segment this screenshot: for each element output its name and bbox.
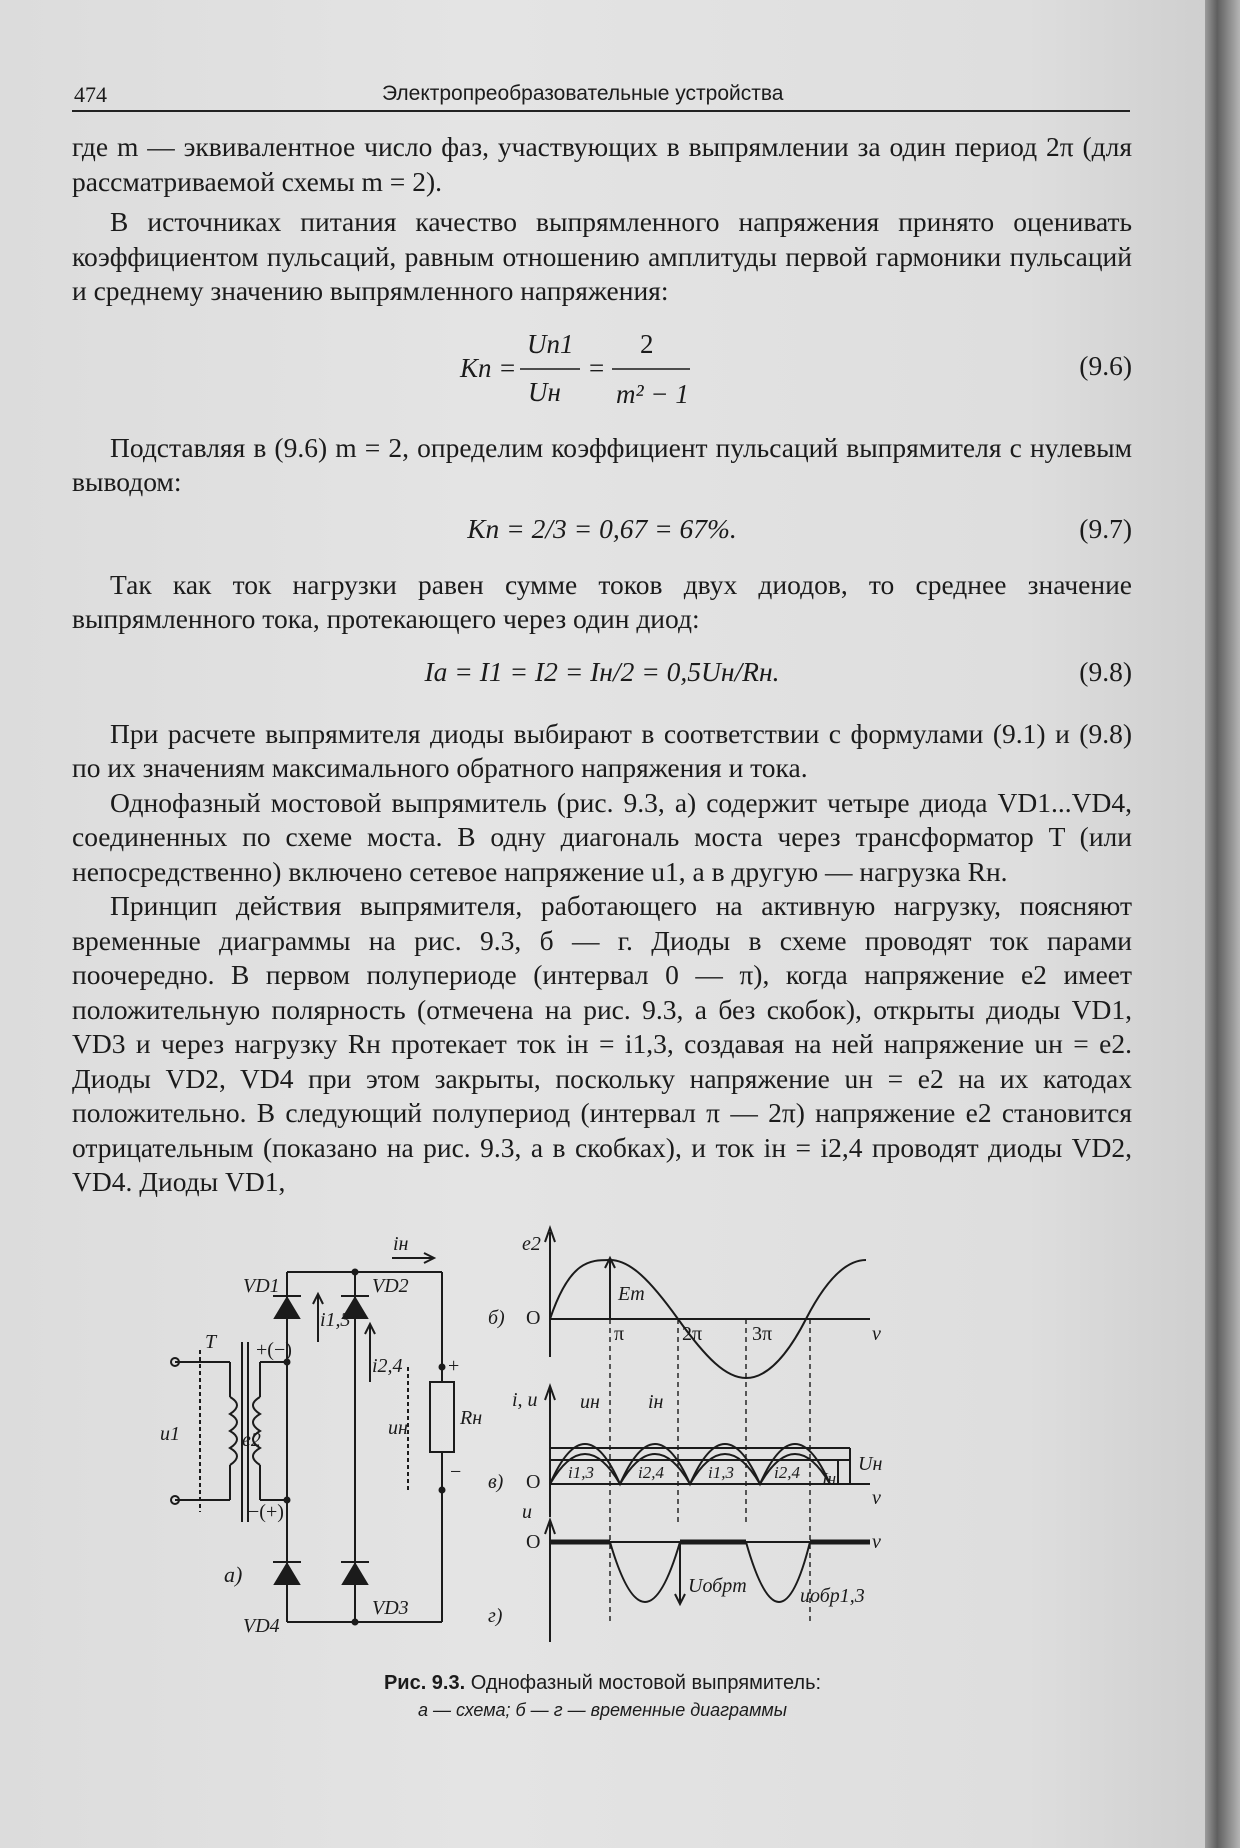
diag-b-label: б) [488, 1307, 505, 1329]
label-vd3: VD3 [372, 1597, 409, 1619]
paragraph: Так как ток нагрузки равен сумме токов двух диодов, то среднее значение выпрямленного тока, протекающего через один диод: [72, 568, 1132, 634]
label-sub-a: а) [224, 1562, 243, 1587]
label-t: T [205, 1331, 217, 1353]
diag-d-v: ν [872, 1531, 881, 1553]
label-minus: − [450, 1461, 462, 1483]
diag-c-label: в) [488, 1471, 504, 1493]
diag-c-i24a: i2,4 [638, 1463, 664, 1482]
diag-d-label: г) [488, 1605, 503, 1627]
label-in: iн [393, 1233, 409, 1255]
label-vd1: VD1 [243, 1275, 280, 1297]
diag-b-ylabel: e2 [522, 1233, 541, 1255]
diag-em: Em [618, 1283, 645, 1305]
running-title: Электропреобразовательные устройства [382, 82, 784, 105]
label-vd4: VD4 [243, 1615, 280, 1637]
page-number: 474 [74, 82, 107, 107]
label-polarity-top: +(−) [256, 1339, 292, 1361]
label-u1: u1 [160, 1423, 180, 1445]
label-i24: i2,4 [372, 1355, 403, 1377]
paragraph: Однофазный мостовой выпрямитель (рис. 9.3, а) содержит четыре диода VD1...VD4, соединенных по схеме моста. В одну диагональ моста через трансформатор T (или непосредственно) включено сетевое напряжение u1, а в другую — нагрузка Rн. [72, 786, 1132, 887]
diag-d-origin: O [526, 1531, 541, 1553]
eq-lhs: Kп = [460, 352, 517, 383]
label-e2: e2 [242, 1429, 261, 1451]
diag-c-Un: Uн [858, 1453, 883, 1475]
label-plus: + [448, 1355, 460, 1377]
equation-number: (9.7) [1079, 512, 1132, 544]
label-i13: i1,3 [320, 1309, 351, 1331]
diag-two-pi: 2π [682, 1323, 703, 1345]
eq-numerator-1: Uп1 [527, 328, 574, 359]
label-polarity-bottom: −(+) [248, 1501, 284, 1523]
figure-caption-sub: а — схема; б — г — временные диаграммы [417, 1700, 787, 1720]
diag-c-ylabel: i, u [512, 1389, 538, 1411]
equation-number: (9.8) [1079, 655, 1132, 687]
equation-formula: Kп = 2/3 = 0,67 = 67%. [467, 512, 737, 544]
equation-9-7 [72, 512, 1132, 554]
diag-c-In: Iн [822, 1469, 837, 1488]
label-rn: Rн [460, 1407, 483, 1429]
equation-9-8 [72, 655, 1132, 697]
diag-b-v: ν [872, 1323, 881, 1345]
paragraph: При расчете выпрямителя диоды выбирают в соответствии с формулами (9.1) и (9.8) по их значениям максимального обратного напряжения и тока. [72, 717, 1132, 783]
main-text [72, 130, 1132, 1200]
label-vd2: VD2 [372, 1275, 409, 1297]
equation-9-6 [72, 317, 1132, 421]
figure-caption [0, 1672, 1205, 1695]
paragraph: где m — эквивалентное число фаз, участвующих в выпрямлении за один период 2π (для рассматриваемой схемы m = 2). [72, 131, 1132, 197]
caption-title: Однофазный мостовой выпрямитель: [465, 1672, 822, 1694]
equation-number: (9.6) [1079, 349, 1132, 381]
paragraph: Принцип действия выпрямителя, работающего на активную нагрузку, поясняют временные диаграммы на рис. 9.3, б — г. Диоды в схеме проводят ток парами поочередно. В первом полупериоде (интервал 0 — π), когда напряжение e2 имеет положительную полярность (отмечена на рис. 9.3, а без скобок), открыты диоды VD1, VD3 и через нагрузку Rн протекает ток iн = i1,3, создавая на ней напряжение uн = e2. Диоды VD2, VD4 при этом закрыты, поскольку напряжение uн = e2 на их катодах положительно. В следующий полупериод (интервал π — 2π) напряжение e2 становится отрицательным (показано на рис. 9.3, а в скобках), и ток iн = i2,4 проводят диоды VD2, VD4. Диоды VD1, [72, 890, 1132, 1197]
book-spine-edge [1205, 0, 1240, 1848]
diag-c-i13b: i1,3 [708, 1463, 734, 1482]
label-un: uн [388, 1417, 408, 1439]
eq-equals: = [589, 352, 605, 383]
diag-b-origin: O [526, 1307, 541, 1329]
diag-d-ylabel: u [522, 1501, 532, 1523]
diag-pi: π [614, 1323, 625, 1345]
diag-c-in: iн [648, 1391, 664, 1413]
paragraph: Подставляя в (9.6) m = 2, определим коэффициент пульсаций выпрямителя с нулевым выводом: [72, 431, 1132, 497]
eq-numerator-2: 2 [640, 328, 654, 359]
equation-9-6-formula [72, 317, 1132, 421]
diag-c-origin: O [526, 1471, 541, 1493]
figure-9-3 [160, 1222, 1040, 1642]
diag-d-uobrm: Uобрm [688, 1575, 747, 1597]
diag-d-uobr13: uобр1,3 [800, 1585, 865, 1607]
diag-c-i13a: i1,3 [568, 1463, 594, 1482]
diag-c-v: ν [872, 1487, 881, 1509]
diag-c-i24b: i2,4 [774, 1463, 800, 1482]
eq-denominator-1: Uн [528, 376, 561, 407]
diag-three-pi: 3π [752, 1323, 773, 1345]
equation-formula: Ia = I1 = I2 = Iн/2 = 0,5Uн/Rн. [424, 655, 780, 687]
diag-c-un: uн [580, 1391, 600, 1413]
eq-denominator-2: m² − 1 [616, 378, 689, 409]
running-header [72, 78, 1130, 112]
caption-label: Рис. 9.3. [383, 1672, 466, 1694]
paragraph: В источниках питания качество выпрямленного напряжения принято оценивать коэффициентом пульсаций, равным отношению амплитуды первой гармоники пульсаций и среднему значению выпрямленного напряжения: [72, 206, 1132, 306]
